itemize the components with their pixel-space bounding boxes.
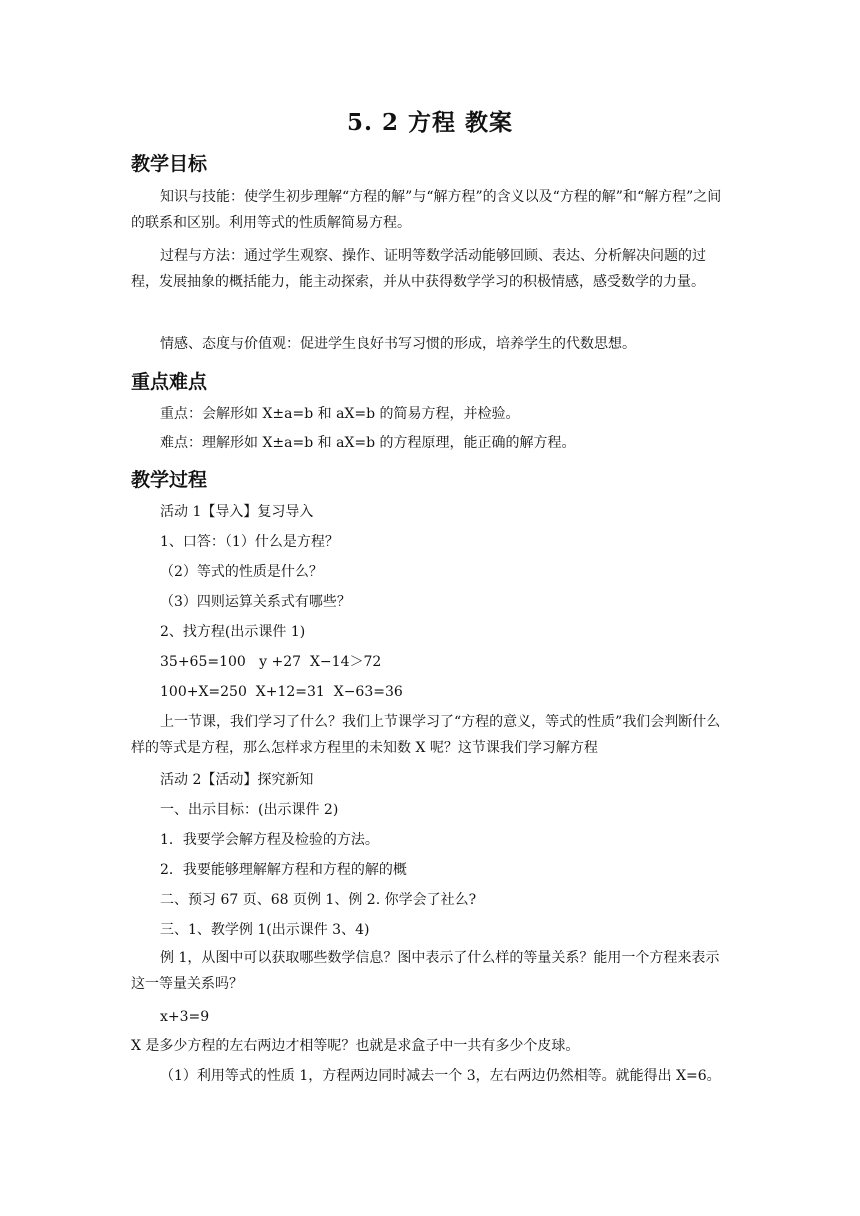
goal-process: 过程与方法：通过学生观察、操作、证明等数学活动能够回顾、表达、分析解决问题的过程，发展抽象的概括能力，能主动探索，并从中获得数学学习的积极情感，感受数学的力量。	[131, 248, 706, 290]
step-1-text: （1）利用等式的性质 1，方程两边同时减去一个 3，左右两边仍然相等。就能得出 X=6。	[160, 1068, 721, 1084]
goal-show: 一、出示目标：(出示课件 2)	[160, 802, 339, 818]
document-title: 5. 2 方程 教案	[346, 109, 514, 136]
example-1-paragraph: 例 1，从图中可以获取哪些数学信息？图中表示了什么样的等量关系？能用一个方程来表示这一等量关系吗？	[131, 950, 720, 992]
goal-attitude: 情感、态度与价值观：促进学生良好书写习惯的形成，培养学生的代数思想。	[160, 336, 636, 352]
keypoint-difficult: 难点：理解形如 X±a=b 和 aX=b 的方程原理，能正确的解方程。	[160, 435, 576, 451]
activity-1-heading: 活动 1【导入】复习导入	[160, 504, 314, 520]
goal-item-2: 2．我要能够理解解方程和方程的解的概	[160, 862, 407, 878]
keypoint-important: 重点：会解形如 X±a=b 和 aX=b 的简易方程，并检验。	[160, 406, 520, 422]
goals-heading: 教学目标	[131, 153, 208, 175]
equation-x-plus-3: x+3=9	[160, 1009, 210, 1025]
question-x-value: X 是多少方程的左右两边才相等呢？也就是求盒子中一共有多少个皮球。	[131, 1038, 580, 1054]
teach-example-1: 三、1、教学例 1(出示课件 3、4)	[160, 922, 370, 938]
equation-row-2: 100+X=250 X+12=31 X−63=36	[160, 684, 403, 700]
question-1: 1、口答：（1）什么是方程？	[160, 534, 339, 550]
goal-item-1: 1．我要学会解方程及检验的方法。	[160, 832, 379, 848]
question-3: （3）四则运算关系式有哪些？	[160, 594, 351, 610]
goal-knowledge: 知识与技能：使学生初步理解“方程的解”与“解方程”的含义以及“方程的解”和“解方程”之间的联系和区别。利用等式的性质解简易方程。	[131, 189, 722, 231]
find-equation: 2、找方程(出示课件 1)	[160, 624, 306, 640]
keypoints-heading: 重点难点	[131, 371, 208, 393]
process-heading: 教学过程	[131, 469, 208, 491]
activity-2-heading: 活动 2【活动】探究新知	[160, 772, 314, 788]
preview-task: 二、预习 67 页、68 页例 1、例 2. 你学会了社么?	[160, 892, 477, 908]
question-2: （2）等式的性质是什么？	[160, 564, 323, 580]
equation-row-1: 35+65=100 y +27 X−14＞72	[160, 654, 382, 670]
review-paragraph: 上一节课，我们学习了什么？我们上节课学习了“方程的意义，等式的性质”我们会判断什么样的等式是方程，那么怎样求方程里的未知数 X 呢？这节课我们学习解方程	[131, 714, 721, 756]
